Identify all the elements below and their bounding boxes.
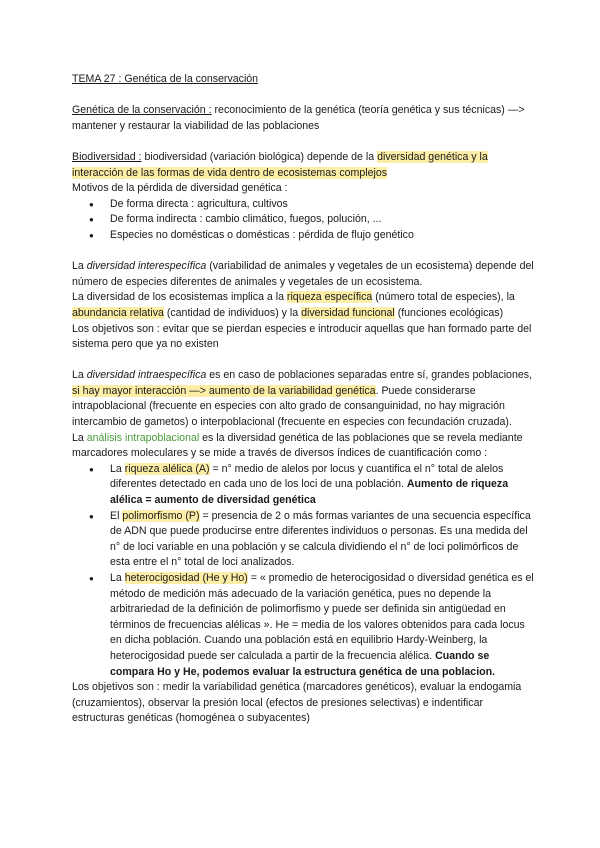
term-biodiversidad: Biodiversidad :	[72, 150, 142, 163]
paragraph-intraespecifica: La diversidad intraespecífica es en caso de poblaciones separadas entre sí, grandes poblaciones, si hay mayor interacción —> aumento de la variabilidad genética. Puede considerarse intrapoblacional (frecuente en especies con alto grado de consanguinidad, no hay migración intercambio de gametos) o interpoblacional (frecuente en especies con fecundación cruzada).	[72, 369, 532, 429]
paragraph-objetivos-2: Los objetivos son : medir la variabilidad genética (marcadores genéticos), evaluar la endogamia (cruzamientos), observar la presión local (efectos de presiones selectivas) e indentificar estructuras genéticas (homogénea o subyacentes)	[72, 681, 522, 725]
highlight-riqueza-especifica: riqueza específica	[286, 291, 373, 304]
motivos-list	[72, 197, 534, 244]
highlight-interaccion: si hay mayor interacción —> aumento de la variabilidad genética	[72, 384, 376, 397]
paragraph-ecosistemas: La diversidad de los ecosistemas implica a la riqueza específica (número total de especies), la abundancia relativa (cantidad de individuos) y la diversidad funcional (funciones ecológicas)	[72, 291, 515, 319]
page-title: TEMA 27 : Genética de la conservación	[72, 73, 259, 85]
list-item: ● Especies no domésticas o domésticas : pérdida de flujo genético	[72, 228, 534, 244]
paragraph-interespecifica: La diversidad interespecífica (variabilidad de animales y vegetales de un ecosistema) depende del número de especies diferentes de animales y vegetales de un ecosistema.	[72, 260, 534, 288]
list-item: ● La riqueza alélica (A) = n° medio de alelos por locus y cuantifica el n° total de alelos diferentes detectado en cada uno de los loci de una población. Aumento de riqueza alélica = aumento de diversidad genética	[72, 462, 534, 509]
list-item: ● El polimorfismo (P) = presencia de 2 o más formas variantes de una secuencia específica de ADN que puede producirse entre diferentes individuos o personas. Es una medida del n° de loci variable en una población y se calcula dividiendo el n° de loci polimórficos de esta entre el n° total de loci analizados.	[72, 509, 534, 571]
document-body	[72, 72, 534, 727]
indices-list	[72, 462, 534, 680]
highlight-heterocigosidad: heterocigosidad (He y Ho)	[124, 572, 248, 584]
paragraph-objetivos-1: Los objetivos son : evitar que se pierdan especies e introducir aquellas que han formado parte del sistema pero que ya no existen	[72, 322, 532, 351]
paragraph-analisis: La análisis intrapoblacional es la diversidad genética de las poblaciones que se revela mediante marcadores moleculares y se mide a través de diversos índices de cuantificación como :	[72, 431, 523, 460]
motivos-heading: Motivos de la pérdida de diversidad genética :	[72, 182, 288, 195]
paragraph-genetica-conservacion: Genética de la conservación : reconocimiento de la genética (teoría genética y sus técnicas) —> mantener y restaurar la viabilidad de las poblaciones	[72, 104, 525, 132]
paragraph-biodiversidad: Biodiversidad : biodiversidad (variación biológica) depende de la diversidad genética y la interacción de las formas de vida dentro de ecosistemas complejos	[72, 150, 488, 179]
highlight-diversidad-genetica: diversidad genética y la interacción de las formas de vida dentro de ecosistemas complejos	[72, 150, 488, 179]
term-analisis-intrapoblacional: análisis intrapoblacional	[86, 431, 200, 444]
list-item: ● De forma indirecta : cambio climático, fuegos, polución, ...	[72, 212, 534, 228]
list-item: ● De forma directa : agricultura, cultivos	[72, 197, 534, 213]
highlight-diversidad-funcional: diversidad funcional	[301, 306, 395, 319]
highlight-polimorfismo: polimorfismo (P)	[122, 509, 200, 522]
highlight-riqueza-alelica: riqueza alélica (A)	[124, 462, 210, 475]
list-item: ● La heterocigosidad (He y Ho) = « promedio de heterocigosidad o diversidad genética es el método de medición más adecuado de la variación genética, pues no depende la arbitrariedad de la definición de polimorfismo y puede ser definida sin antigüedad en términos de frecuencias alélicas ». He = media de los valores obtenidos para cada locus en dicha población. Cuando una población está en equilibrio Hardy-Weinberg, la heterocigosidad puede ser calculada a partir de la frecuencia alélica. Cuando se compara Ho y He, podemos evaluar la estructura genética de una poblacion.	[72, 571, 534, 680]
term-genetica-conservacion: Genética de la conservación :	[72, 104, 212, 117]
highlight-abundancia-relativa: abundancia relativa	[72, 306, 164, 319]
